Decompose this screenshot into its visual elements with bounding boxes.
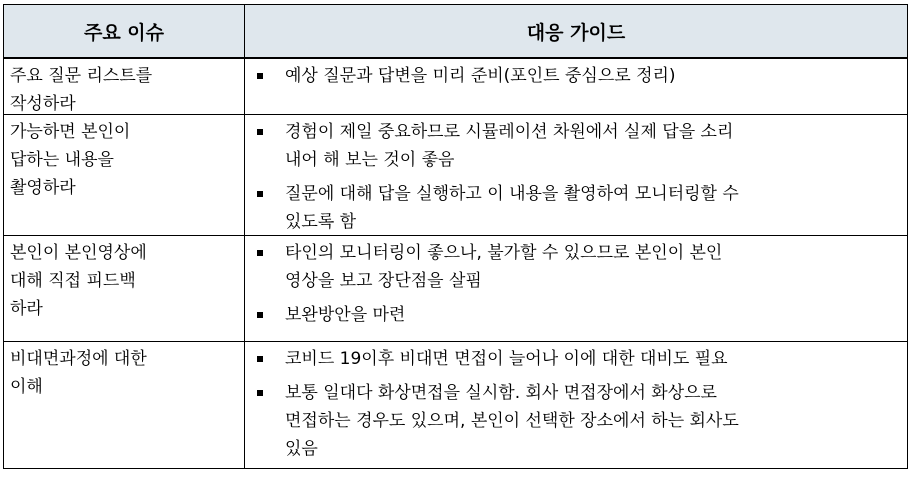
issue-cell <box>4 236 245 342</box>
guide-cell <box>245 236 907 342</box>
guide-cell <box>245 59 907 115</box>
issue-line: 촬영하라 <box>10 178 76 198</box>
guide-cell <box>245 115 907 236</box>
issue-line: 하라 <box>10 299 43 319</box>
guide-item: 질문에 대해 답을 실행하고 이 내용을 촬영하여 모니터링할 수 있도록 함 <box>255 180 901 236</box>
issue-cell <box>4 59 245 115</box>
guide-cell <box>245 342 907 469</box>
square-bullet-icon <box>257 73 263 79</box>
square-bullet-icon <box>257 129 263 135</box>
issue-cell <box>4 115 245 236</box>
issue-line: 답하는 내용을 <box>10 150 114 170</box>
issue-line: 작성하라 <box>10 94 76 114</box>
square-bullet-icon <box>257 390 263 396</box>
guide-item: 예상 질문과 답변을 미리 준비(포인트 중심으로 정리) <box>255 62 901 90</box>
issue-line: 이해 <box>10 377 43 397</box>
issue-cell <box>4 342 245 469</box>
square-bullet-icon <box>257 356 263 362</box>
square-bullet-icon <box>257 191 263 197</box>
issue-line: 대해 직접 피드백 <box>10 271 136 291</box>
issue-line: 본인이 본인영상에 <box>10 243 147 263</box>
issue-line: 주요 질문 리스트를 <box>10 66 153 86</box>
guide-item: 타인의 모니터링이 좋으나, 불가할 수 있으므로 본인이 본인 영상을 보고 장단점을 살핌 <box>255 239 901 295</box>
issue-line: 가능하면 본인이 <box>10 122 131 142</box>
guide-item: 보통 일대다 화상면접을 실시함. 회사 면접장에서 화상으로 면접하는 경우도 있으며, 본인이 선택한 장소에서 하는 회사도 있음 <box>255 379 901 463</box>
issue-line: 비대면과정에 대한 <box>10 349 147 369</box>
guide-item: 코비드 19이후 비대면 면접이 늘어나 이에 대한 대비도 필요 <box>255 345 901 373</box>
guide-item: 보완방안을 마련 <box>255 301 901 329</box>
header-guide: 대응 가이드 <box>245 5 907 59</box>
square-bullet-icon <box>257 312 263 318</box>
issue-guide-table <box>3 4 908 469</box>
guide-item: 경험이 제일 중요하므로 시뮬레이션 차원에서 실제 답을 소리 내어 해 보는 것이 좋음 <box>255 118 901 174</box>
square-bullet-icon <box>257 250 263 256</box>
header-issue: 주요 이슈 <box>4 5 245 59</box>
